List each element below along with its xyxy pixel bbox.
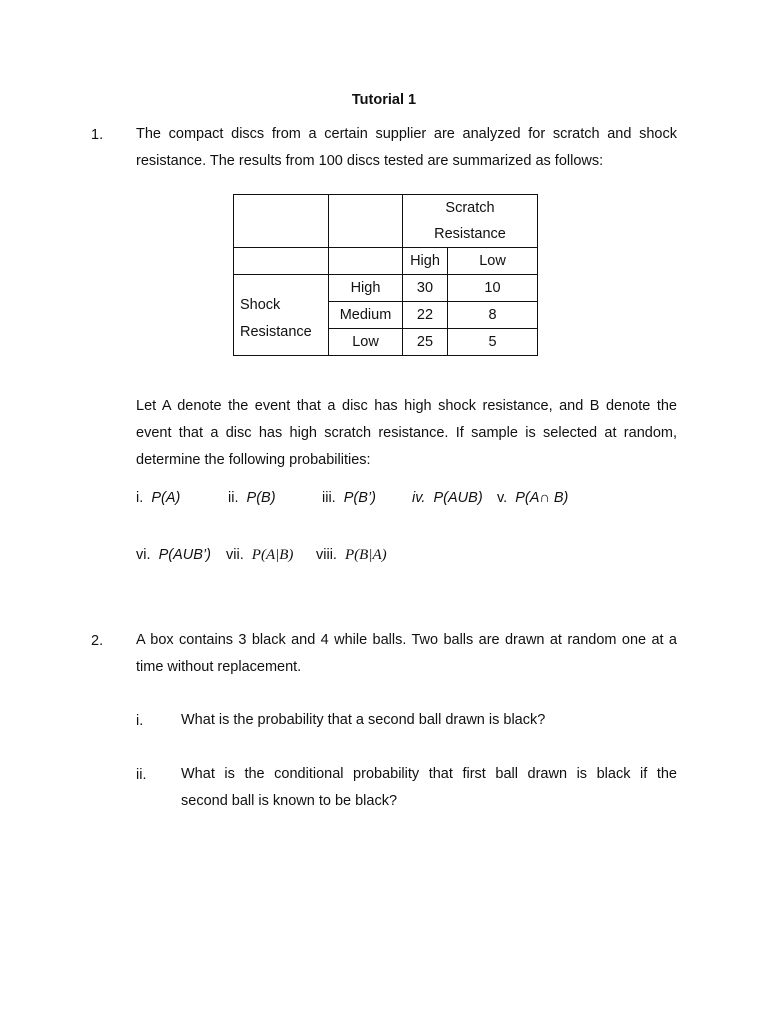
part-label: v.: [497, 490, 508, 506]
question-1-body-line: Let A denote the event that a disc has high shock resistance, and B denote the: [136, 398, 677, 414]
part-label: iv.: [412, 490, 426, 506]
table-cell-empty: [329, 248, 403, 275]
part-vii: [226, 547, 293, 564]
table-cell-value: 8: [448, 302, 538, 329]
part-v: [497, 490, 568, 506]
probability-expression: P(B|A): [345, 547, 387, 563]
table-cell-empty: [329, 221, 403, 248]
part-iv: [412, 490, 483, 506]
table-row: [234, 248, 538, 275]
part-label: viii.: [316, 547, 337, 563]
table-row-level: High: [329, 275, 403, 302]
part-label: iii.: [322, 490, 336, 506]
table-row: [234, 195, 538, 222]
sub-question-ii-label: ii.: [136, 767, 147, 783]
part-label: ii.: [228, 490, 239, 506]
table-column-level: High: [403, 248, 448, 275]
question-2-number: 2.: [91, 633, 104, 649]
part-label: i.: [136, 490, 144, 506]
table-cell-empty: [329, 195, 403, 222]
table-column-header: [403, 221, 538, 248]
table-cell-empty: [234, 221, 329, 248]
part-viii: [316, 547, 387, 564]
sub-question-line: What is the probability that a second ball drawn is black?: [181, 712, 546, 728]
part-vi: [136, 547, 211, 563]
column-header-line: Scratch: [445, 200, 495, 216]
probability-expression: P(A∩ B): [515, 490, 569, 506]
table-cell-empty: [234, 195, 329, 222]
question-1-number: 1.: [91, 127, 104, 143]
resistance-table: [233, 194, 538, 356]
table-row-level: Low: [329, 329, 403, 356]
sub-question-i-text: [181, 707, 677, 734]
probability-expression: P(A): [151, 490, 181, 506]
sub-question-line: second ball is known to be black?: [181, 793, 398, 809]
question-2-intro-line: time without replacement.: [136, 659, 302, 675]
column-header-line: Resistance: [434, 226, 506, 242]
probability-expression: P(AUB): [433, 490, 483, 506]
part-label: vi.: [136, 547, 151, 563]
question-1-body: [136, 393, 677, 474]
table-cell-value: 30: [403, 275, 448, 302]
table-row: [234, 275, 538, 302]
table-row-level: Medium: [329, 302, 403, 329]
table-cell-value: 5: [448, 329, 538, 356]
question-2-intro-line: A box contains 3 black and 4 while balls. Two balls are drawn at random one at a: [136, 632, 677, 648]
row-header-line: Shock: [240, 297, 281, 313]
table-row: [234, 221, 538, 248]
table-row-header: [234, 275, 329, 356]
question-1-intro-line: resistance. The results from 100 discs tested are summarized as follows:: [136, 153, 604, 169]
question-1-intro: [136, 121, 677, 175]
sub-question-i-label: i.: [136, 713, 144, 729]
page-title: Tutorial 1: [351, 92, 417, 108]
probability-expression: P(AUB’): [158, 547, 211, 563]
row-header-line: Resistance: [240, 324, 312, 340]
question-1-intro-line: The compact discs from a certain supplier are analyzed for scratch and shock: [136, 126, 677, 142]
sub-question-line: What is the conditional probability that first ball drawn is black if the: [181, 766, 677, 782]
table-cell-value: 22: [403, 302, 448, 329]
probability-expression: P(B’): [343, 490, 376, 506]
table-cell-empty: [234, 248, 329, 275]
table-column-level: Low: [448, 248, 538, 275]
table-cell-value: 10: [448, 275, 538, 302]
table-cell-value: 25: [403, 329, 448, 356]
part-iii: [322, 490, 376, 506]
probability-expression: P(A|B): [251, 547, 294, 563]
part-ii: [228, 490, 276, 506]
part-label: vii.: [226, 547, 244, 563]
question-1-body-line: event that a disc has high scratch resistance. If sample is selected at random,: [136, 425, 677, 441]
question-1-body-line: determine the following probabilities:: [136, 452, 371, 468]
question-2-intro: [136, 627, 677, 681]
part-i: [136, 490, 180, 506]
probability-expression: P(B): [246, 490, 276, 506]
table-column-header: [403, 195, 538, 222]
sub-question-ii-text: [181, 761, 677, 815]
